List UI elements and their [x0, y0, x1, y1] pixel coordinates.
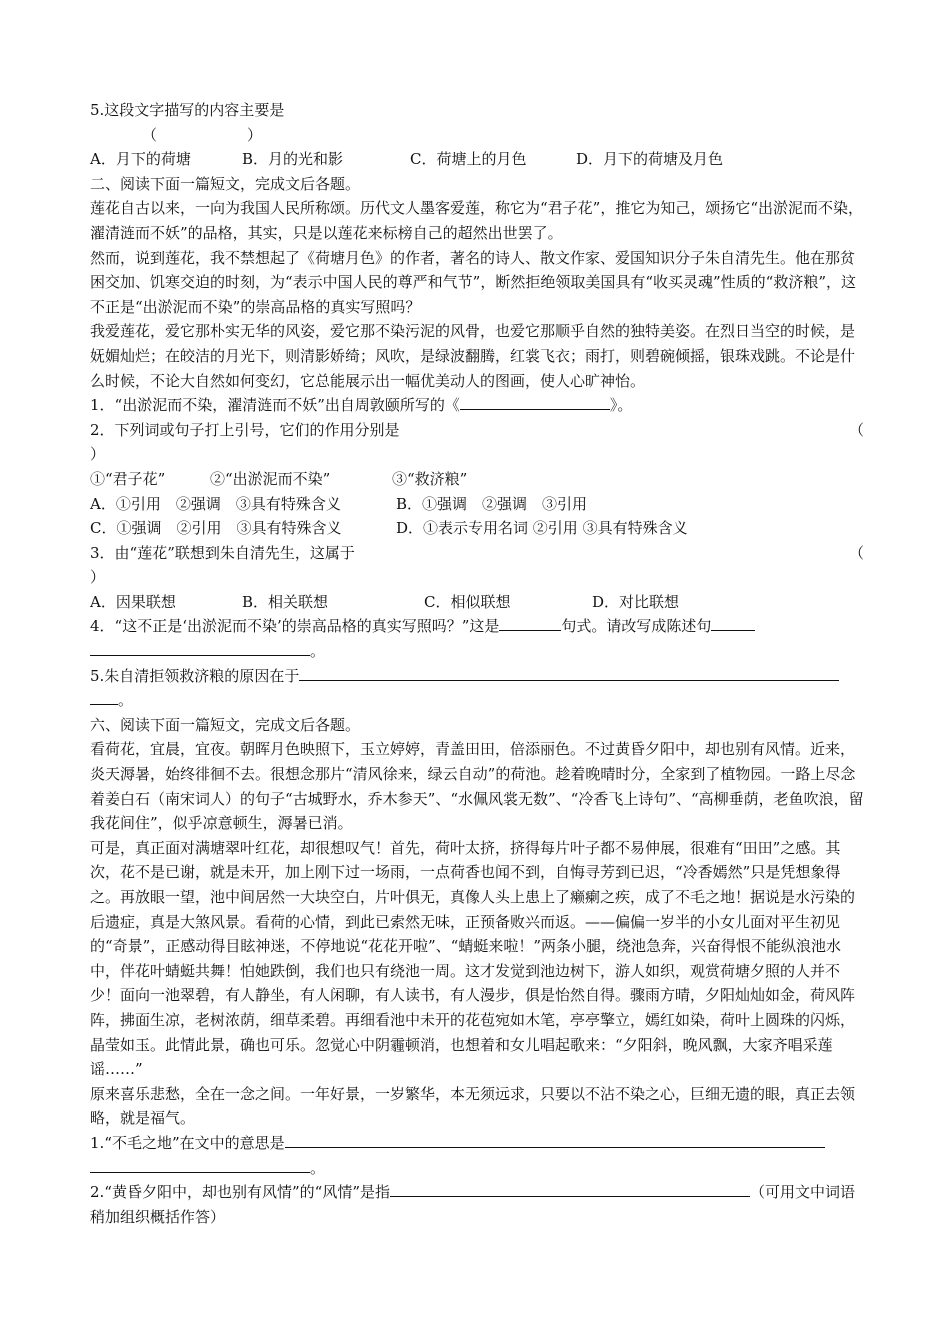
section2-q3-text: 3．由“莲花”联想到朱自清先生，这属于	[90, 543, 355, 562]
section2-q3-option-b: B．相关联想	[242, 592, 329, 611]
section2-q4-blank-rewrite[interactable]	[711, 615, 755, 631]
section2-q3-option-a: A．因果联想	[90, 592, 176, 611]
q5-top-answer-paren: （ ）	[142, 125, 263, 144]
section2-paragraph: 莲花自古以来，一向为我国人民所称颂。历代文人墨客爱莲，称它为“君子花”，推它为知己，颂扬它“出淤泥而不染，濯清涟而不妖”的品格，其实，只是以莲花来标榜自己的超然出世罢了。	[90, 199, 864, 242]
section2-q1	[90, 393, 864, 418]
q5-top-option-a: A．月下的荷塘	[90, 150, 191, 169]
section2-q4-text: 4．“这不正是‘出淤泥而不染’的崇高品格的真实写照吗？”这是	[90, 617, 500, 636]
section2-q4-blank-rewrite-cont[interactable]	[90, 640, 310, 656]
section2-q4-end: 。	[310, 642, 326, 661]
section2-q3-option-c: C．相似联想	[424, 592, 511, 611]
q5-top-option-d: D．月下的荷塘及月色	[576, 150, 724, 169]
section2-q3-options	[90, 590, 864, 615]
section2-q2-options-row	[90, 516, 864, 541]
section6-paragraph: 可是，真正面对满塘翠叶红花，却很想叹气！首先，荷叶太挤，挤得每片叶子都不易伸展，很难有“田田”之感。其次，花不是已谢，就是未开，加上刚下过一场雨，一点荷香也闻不到，自悔寻芳到已迟，“冷香嫣然”只是凭想象得之。再放眼一望，池中间居然一大块空白，片叶俱无，真像人头上患上了癞瘌之疾，成了不毛之地！据说是水污染的后遗症，真是大煞风景。看荷的心情，到此已索然无味，正预备败兴而返。——偏偏一岁半的小女儿面对平生初见的“奇景”，正感动得目眩神迷，不停地说“花花开啦”、“蜻蜓来啦！”两条小腿，绕池急奔，兴奋得恨不能纵浪池水中，伴花叶蜻蜓共舞！怕她跌倒，我们也只有绕池一周。这才发觉到池边树下，游人如织，观赏荷塘夕照的人并不少！面向一池翠碧，有人静坐，有人闲聊，有人读书，有人漫步，俱是怡然自得。骤雨方晴，夕阳灿灿如金，荷风阵阵，拂面生凉，老树浓荫，细草柔碧。再细看池中未开的花苞宛如木笔，亭亭擎立，嫣红如染，荷叶上圆珠的闪烁，晶莹如玉。此情此景，确也可乐。忽觉心中阴霾顿消，也想着和女儿唱起歌来：“夕阳斜，晚风飘，大家齐唱采莲谣……”	[90, 838, 856, 1079]
section2-q5-end: 。	[118, 691, 134, 710]
q5-top-option-c: C．荷塘上的月色	[410, 150, 527, 169]
section6-q1-blank[interactable]	[285, 1132, 825, 1148]
section2-q4-blank-type[interactable]	[499, 615, 561, 631]
section2-heading: 二、阅读下面一篇短文，完成文后各题。	[90, 174, 361, 193]
section2-q1-end: 》。	[609, 396, 633, 415]
section2-q5-blank-cont[interactable]	[90, 689, 118, 705]
section6-q1-text: 1.“不毛之地”在文中的意思是	[90, 1133, 285, 1152]
section2-q2-option-a: A．①引用 ②强调 ③具有特殊含义	[90, 494, 341, 513]
section2-q2-paren-open: （	[848, 420, 864, 439]
section2-q5-text: 5.朱自清拒领救济粮的原因在于	[90, 666, 300, 685]
section2-q2-item: ③“救济粮”	[392, 469, 468, 488]
section6-q2	[90, 1180, 864, 1229]
section6-paragraph: 看荷花，宜晨，宜夜。朝晖月色映照下，玉立婷婷，青盖田田，倍添丽色。不过黄昏夕阳中，却也别有风情。近来，炎天溽暑，始终徘徊不去。很想念那片“清风徐来，绿云自动”的荷池。趁着晚晴时分，全家到了植物园。一路上尽念着姜白石（南宋词人）的句子“古城野水，乔木参天”、“水佩风裳无数”、“冷香飞上诗句”、“高柳垂荫，老鱼吹浪，留我花间住”，似乎凉意顿生，溽暑已消。	[90, 740, 864, 833]
section2-q1-text: 1．“出淤泥而不染，濯清涟而不妖”出自周敦颐所写的《	[90, 396, 460, 415]
q5-top-options	[90, 147, 864, 172]
section2-q4-cont	[90, 639, 864, 664]
section2-q2-item: ②“出淤泥而不染”	[210, 469, 331, 488]
section6-q1-end: 。	[310, 1158, 326, 1177]
section2-q4-mid: 句式。请改写成陈述句	[561, 617, 712, 636]
q5-top-option-b: B．月的光和影	[242, 150, 344, 169]
section6-q1	[90, 1131, 864, 1156]
section6-paragraph: 原来喜乐悲愁，全在一念之间。一年好景，一岁繁华，本无须远求，只要以不沾不染之心，巨细无遗的眼，真正去领略，就是福气。	[90, 1084, 856, 1128]
section2-q2-items	[90, 467, 864, 492]
section2-q5	[90, 664, 864, 689]
section2-q5-blank[interactable]	[299, 665, 839, 681]
section2-q2-item: ①“君子花”	[90, 469, 166, 488]
section2-q3-paren-close: ）	[90, 568, 106, 587]
section2-q5-cont	[90, 688, 864, 713]
section6-q2-note: （可用文中词语稍加组织概括作答）	[90, 1183, 856, 1226]
section6-q2-blank[interactable]	[390, 1181, 750, 1197]
section2-q4	[90, 614, 864, 639]
section2-paragraph: 然而，说到莲花，我不禁想起了《荷塘月色》的作者，著名的诗人、散文作家、爱国知识分子朱自清先生。他在那贫困交加、饥寒交迫的时刻，为“表示中国人民的尊严和气节”，断然拒绝领取美国具有“收买灵魂”性质的“救济粮”，这不正是“出淤泥而不染”的崇高品格的真实写照吗？	[90, 248, 857, 316]
section2-paragraph: 我爱莲花，爱它那朴实无华的风姿，爱它那不染污泥的风骨，也爱它那顺乎自然的独特美姿。在烈日当空的时候，是妩媚灿烂；在皎洁的月光下，则清影娇绮；风吹，是绿波翻腾，红裳飞衣；雨打，则碧碗倾摇，银珠戏跳。不论是什么时候，不论大自然如何变幻，它总能展示出一幅优美动人的图画，使人心旷神怡。	[90, 322, 856, 390]
section2-q2-option-b: B．①强调 ②强调 ③引用	[396, 494, 588, 513]
section2-q2-text: 2．下列词或句子打上引号，它们的作用分别是	[90, 420, 400, 439]
section2-q2	[90, 418, 864, 443]
section2-q3-option-d: D．对比联想	[592, 592, 680, 611]
section6-q2-text: 2.“黄昏夕阳中，却也别有风情”的“风情”是指	[90, 1183, 390, 1202]
section2-q2-option-c: C．①强调 ②引用 ③具有特殊含义	[90, 519, 342, 538]
q5-top-question: 5.这段文字描写的内容主要是	[90, 101, 285, 119]
section2-q2-options-row	[90, 492, 864, 517]
section6-heading: 六、阅读下面一篇短文，完成文后各题。	[90, 715, 361, 734]
section2-q3-paren-open: （	[848, 543, 864, 562]
section2-q1-blank[interactable]	[460, 394, 610, 410]
section2-q2-paren-close: ）	[90, 445, 106, 464]
section6-q1-cont	[90, 1156, 864, 1181]
section6-q1-blank-cont[interactable]	[90, 1157, 310, 1173]
section2-q2-option-d: D．①表示专用名词 ②引用 ③具有特殊含义	[396, 519, 688, 538]
section2-q3	[90, 541, 864, 566]
